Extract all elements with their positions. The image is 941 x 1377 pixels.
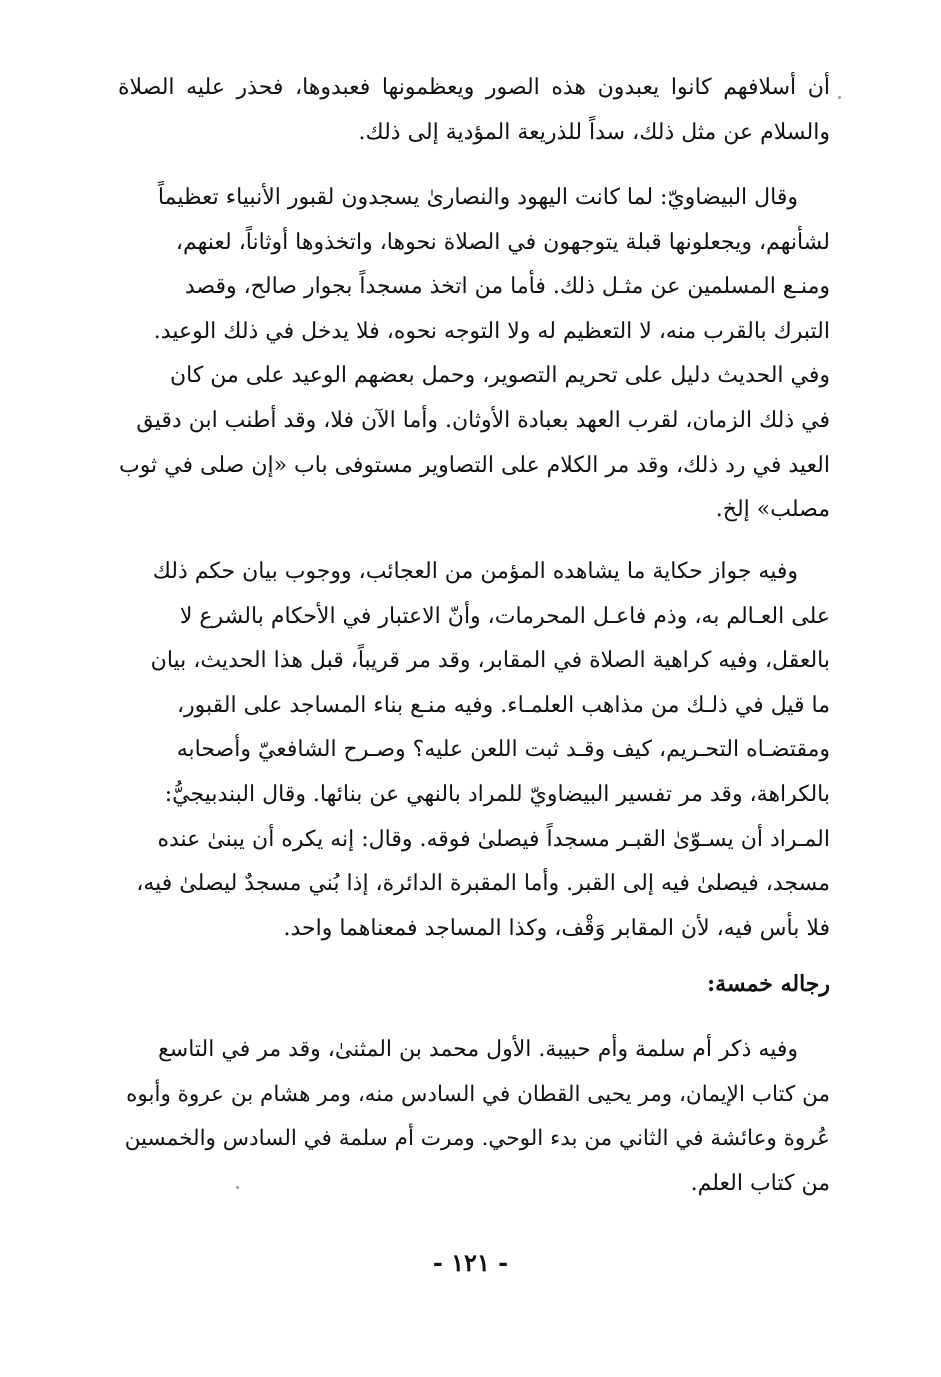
paragraph-2-line-3: ومنـع المسلمين عن مثـل ذلك. فأما من اتخذ مسجداً بجوار صالح، وقصد [184, 274, 830, 300]
paragraph-1-line-2: والسلام عن مثل ذلك، سداً للذريعة المؤدية إلى ذلك. [358, 119, 830, 145]
paragraph-1-line-1: أن أسلافهم كانوا يعبدون هذه الصور ويعظمونها فعبدوها، فحذر عليه الصلاة [118, 75, 830, 100]
paragraph-3-line-9: فلا بأس فيه، لأن المقابر وَقْف، وكذا المساجد فمعناهما واحد. [283, 915, 830, 941]
paragraph-final-line-3: عُروة وعائشة في الثاني من بدء الوحي. ومرت أم سلمة في السادس والخمسين [124, 1126, 830, 1152]
paragraph-3 [118, 550, 830, 951]
paragraph-1 [118, 66, 830, 155]
page-number: - ١٢١ - [432, 1248, 509, 1277]
paragraph-final-line-1: وفيه ذكر أم سلمة وأم حبيبة. الأول محمد بن المثنىٰ، وقد مر في التاسع [158, 1037, 798, 1062]
paragraph-3-line-1: وفيه جواز حكاية ما يشاهده المؤمن من العجائب، ووجوب بيان حكم ذلك [152, 559, 798, 584]
paragraph-2 [118, 176, 830, 533]
paragraph-3-line-5: ومقتضـاه التحـريم، كيف وقـد ثبت اللعن عليه؟ وصـرح الشافعيّ وأصحابه [176, 737, 830, 763]
paragraph-3-line-4: ما قيل في ذلـك من مذاهب العلمـاء. وفيه منـع بناء المساجد على القبور، [176, 692, 830, 718]
paragraph-2-line-8: مصلب» إلخ. [715, 497, 830, 523]
paragraph-final-line-4: من كتاب العلم. [690, 1170, 830, 1196]
paragraph-3-line-7: المـراد أن يسـوّىٰ القبـر مسجداً فيصلىٰ فوقه. وقال: إنه يكره أن يبنىٰ عنده [157, 826, 830, 852]
paragraph-3-line-8: مسجد، فيصلىٰ فيه إلى القبر. وأما المقبرة الدائرة، إذا بُني مسجدٌ ليصلىٰ فيه، [136, 871, 830, 897]
paragraph-2-line-6: في ذلك الزمان، لقرب العهد بعبادة الأوثان. وأما الآن فلا، وقد أطنب ابن دقيق [136, 407, 830, 433]
paragraph-3-line-6: بالكراهة، وقد مر تفسير البيضاويّ للمراد بالنهي عن بنائها. وقال البندبيجيُّ: [164, 781, 830, 807]
section-heading [118, 962, 830, 1007]
paragraph-2-line-4: التبرك بالقرب منه، لا التعظيم له ولا التوجه نحوه، فلا يدخل في ذلك الوعيد. [153, 318, 830, 344]
paragraph-2-line-7: العيد في رد ذلك، وقد مر الكلام على التصاوير مستوفى باب «إن صلى في ثوب [118, 452, 830, 478]
paragraph-3-line-2: على العـالم به، وذم فاعـل المحرمات، وأنّ الاعتبار في الأحكام بالشرع لا [179, 603, 830, 629]
paragraph-2-line-2: لشأنهم، ويجعلونها قبلة يتوجهون في الصلاة نحوها، واتخذوها أوثاناً، لعنهم، [175, 229, 830, 255]
paragraph-2-line-1: وقال البيضاويّ: لما كانت اليهود والنصارىٰ يسجدون لقبور الأنبياء تعظيماً [157, 185, 798, 210]
paragraph-3-line-3: بالعقل، وفيه كراهية الصلاة في المقابر، وقد مر قريباً، قبل هذا الحديث، بيان [150, 648, 830, 674]
paragraph-final [118, 1028, 830, 1206]
paragraph-2-line-5: وفي الحديث دليل على تحريم التصوير، وحمل بعضهم الوعيد على من كان [169, 363, 830, 389]
scan-speck [838, 96, 841, 99]
section-heading-text: رجاله خمسة: [707, 971, 830, 997]
paragraph-final-line-2: من كتاب الإيمان، ومر يحيى القطان في السادس منه، ومر هشام بن عروة وأبوه [126, 1081, 830, 1107]
scan-speck [236, 1186, 239, 1189]
